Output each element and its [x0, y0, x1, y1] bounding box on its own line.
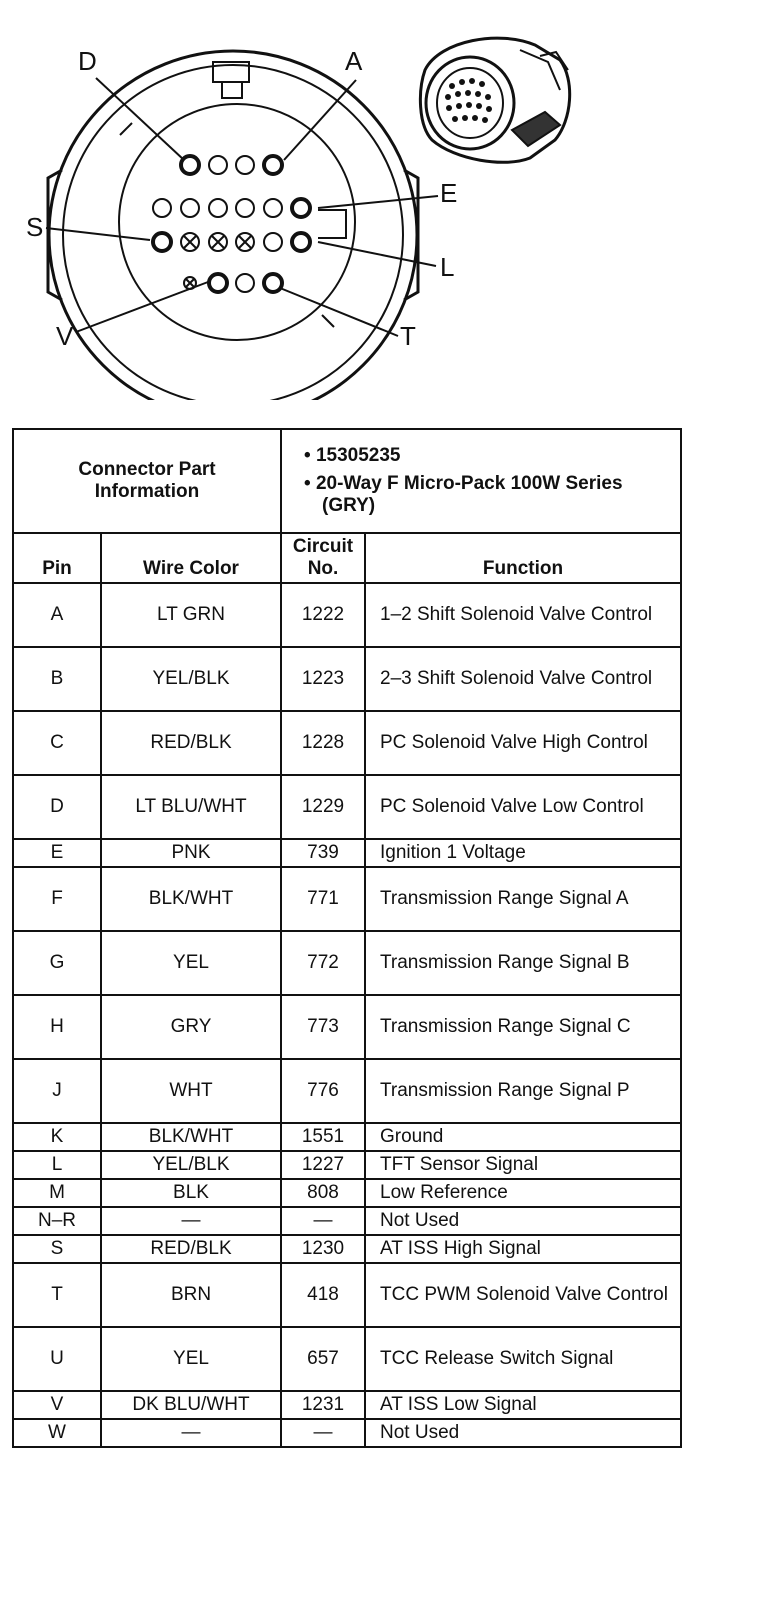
- table-row: [13, 1151, 681, 1179]
- table-row: [13, 711, 681, 775]
- pin-cell: W: [13, 1419, 101, 1447]
- function-cell: Low Reference: [365, 1179, 681, 1207]
- table-row: [13, 583, 681, 647]
- wire-color-cell: YEL: [101, 1327, 281, 1391]
- column-header-circuit: Circuit No.: [281, 533, 365, 583]
- pin-cell: B: [13, 647, 101, 711]
- part-info-heading: [13, 429, 281, 533]
- pin-label-a: A: [345, 46, 363, 76]
- circuit-cell: 1227: [281, 1151, 365, 1179]
- table-row: [13, 1327, 681, 1391]
- pin-label-t: T: [400, 321, 416, 351]
- cavity-open: [209, 156, 227, 174]
- wire-color-cell: RED/BLK: [101, 1235, 281, 1263]
- pin-rows: [13, 583, 681, 1447]
- function-cell: Ground: [365, 1123, 681, 1151]
- cavity-open: [153, 199, 171, 217]
- part-number: • 15305235: [304, 445, 401, 466]
- cavity-open: [236, 274, 254, 292]
- wire-color-cell: RED/BLK: [101, 711, 281, 775]
- table-row: [13, 1059, 681, 1123]
- circuit-cell: 772: [281, 931, 365, 995]
- pin-label-e: E: [440, 178, 458, 208]
- wire-color-cell: YEL/BLK: [101, 1151, 281, 1179]
- circuit-cell: 1228: [281, 711, 365, 775]
- part-info-heading-line1: Connector Part: [78, 459, 216, 480]
- pin-cell: J: [13, 1059, 101, 1123]
- cavity-terminal: [264, 156, 282, 174]
- circuit-cell: 1223: [281, 647, 365, 711]
- wire-color-cell: BRN: [101, 1263, 281, 1327]
- pin-cell: K: [13, 1123, 101, 1151]
- pin-cell: G: [13, 931, 101, 995]
- cavity-terminal: [153, 233, 171, 251]
- circuit-cell: —: [281, 1207, 365, 1235]
- function-cell: PC Solenoid Valve High Control: [365, 711, 681, 775]
- function-cell: Transmission Range Signal A: [365, 867, 681, 931]
- circuit-cell: 808: [281, 1179, 365, 1207]
- circuit-cell: 776: [281, 1059, 365, 1123]
- pin-cell: F: [13, 867, 101, 931]
- connector-outline: [48, 51, 418, 400]
- function-cell: 1–2 Shift Solenoid Valve Control: [365, 583, 681, 647]
- circuit-cell: 739: [281, 839, 365, 867]
- circuit-cell: 1229: [281, 775, 365, 839]
- circuit-cell: 771: [281, 867, 365, 931]
- wire-color-cell: BLK: [101, 1179, 281, 1207]
- pin-cell: E: [13, 839, 101, 867]
- function-cell: Transmission Range Signal B: [365, 931, 681, 995]
- pin-cell: A: [13, 583, 101, 647]
- circuit-cell: 1551: [281, 1123, 365, 1151]
- pin-cell: N–R: [13, 1207, 101, 1235]
- table-row: [13, 1419, 681, 1447]
- wire-color-cell: BLK/WHT: [101, 867, 281, 931]
- pin-label-v: V: [56, 321, 74, 351]
- connector-photo-illustration: [420, 38, 569, 162]
- cavity-terminal: [292, 199, 310, 217]
- table-row: [13, 1235, 681, 1263]
- column-header-function: Function: [365, 533, 681, 583]
- cavity-open: [236, 199, 254, 217]
- pin-label-l: L: [440, 252, 455, 282]
- wire-color-cell: LT BLU/WHT: [101, 775, 281, 839]
- function-cell: Ignition 1 Voltage: [365, 839, 681, 867]
- table-row: [13, 839, 681, 867]
- cavity-terminal: [264, 274, 282, 292]
- circuit-cell: 1230: [281, 1235, 365, 1263]
- table-row: [13, 1123, 681, 1151]
- pin-cell: U: [13, 1327, 101, 1391]
- cavity-terminal: [209, 274, 227, 292]
- pin-label-d: D: [78, 46, 97, 76]
- pin-label-s: S: [26, 212, 44, 242]
- table-row: [13, 931, 681, 995]
- circuit-cell: —: [281, 1419, 365, 1447]
- wire-color-cell: BLK/WHT: [101, 1123, 281, 1151]
- table-row: [13, 995, 681, 1059]
- pin-cell: V: [13, 1391, 101, 1419]
- wire-color-cell: DK BLU/WHT: [101, 1391, 281, 1419]
- pin-cell: L: [13, 1151, 101, 1179]
- wire-color-cell: WHT: [101, 1059, 281, 1123]
- cavity-grid: [153, 156, 310, 292]
- function-cell: PC Solenoid Valve Low Control: [365, 775, 681, 839]
- cavity-open: [181, 199, 199, 217]
- wire-color-cell: YEL/BLK: [101, 647, 281, 711]
- cavity-open: [264, 199, 282, 217]
- column-header-pin: Pin: [13, 533, 101, 583]
- part-info-row: [13, 429, 681, 533]
- wire-color-cell: PNK: [101, 839, 281, 867]
- circuit-cell: 1222: [281, 583, 365, 647]
- function-cell: 2–3 Shift Solenoid Valve Control: [365, 647, 681, 711]
- function-cell: AT ISS Low Signal: [365, 1391, 681, 1419]
- pin-cell: C: [13, 711, 101, 775]
- wire-color-cell: —: [101, 1419, 281, 1447]
- pin-cell: S: [13, 1235, 101, 1263]
- function-cell: AT ISS High Signal: [365, 1235, 681, 1263]
- cavity-open: [209, 199, 227, 217]
- function-cell: Transmission Range Signal P: [365, 1059, 681, 1123]
- column-header-wire-color: Wire Color: [101, 533, 281, 583]
- circuit-cell: 1231: [281, 1391, 365, 1419]
- cavity-open: [264, 233, 282, 251]
- circuit-cell: 773: [281, 995, 365, 1059]
- table-row: [13, 1263, 681, 1327]
- circuit-cell: 657: [281, 1327, 365, 1391]
- pin-cell: T: [13, 1263, 101, 1327]
- part-info-values: [281, 429, 681, 533]
- cavity-open: [236, 156, 254, 174]
- pin-cell: H: [13, 995, 101, 1059]
- wire-color-cell: LT GRN: [101, 583, 281, 647]
- connector-face-diagram: [0, 0, 768, 400]
- table-row: [13, 1207, 681, 1235]
- function-cell: Not Used: [365, 1207, 681, 1235]
- wire-color-cell: YEL: [101, 931, 281, 995]
- function-cell: Not Used: [365, 1419, 681, 1447]
- column-header-row: [13, 533, 681, 583]
- part-info-heading-line2: Information: [94, 481, 200, 502]
- table-row: [13, 775, 681, 839]
- wire-color-cell: —: [101, 1207, 281, 1235]
- pin-cell: D: [13, 775, 101, 839]
- function-cell: Transmission Range Signal C: [365, 995, 681, 1059]
- cavity-terminal: [292, 233, 310, 251]
- wire-color-cell: GRY: [101, 995, 281, 1059]
- pin-cell: M: [13, 1179, 101, 1207]
- table-row: [13, 867, 681, 931]
- connector-end-view-table: [12, 428, 682, 1448]
- function-cell: TCC PWM Solenoid Valve Control: [365, 1263, 681, 1327]
- circuit-cell: 418: [281, 1263, 365, 1327]
- function-cell: TCC Release Switch Signal: [365, 1327, 681, 1391]
- table-row: [13, 1391, 681, 1419]
- function-cell: TFT Sensor Signal: [365, 1151, 681, 1179]
- table-row: [13, 647, 681, 711]
- table-row: [13, 1179, 681, 1207]
- connector-description: • 20-Way F Micro-Pack 100W Series (GRY): [304, 473, 623, 516]
